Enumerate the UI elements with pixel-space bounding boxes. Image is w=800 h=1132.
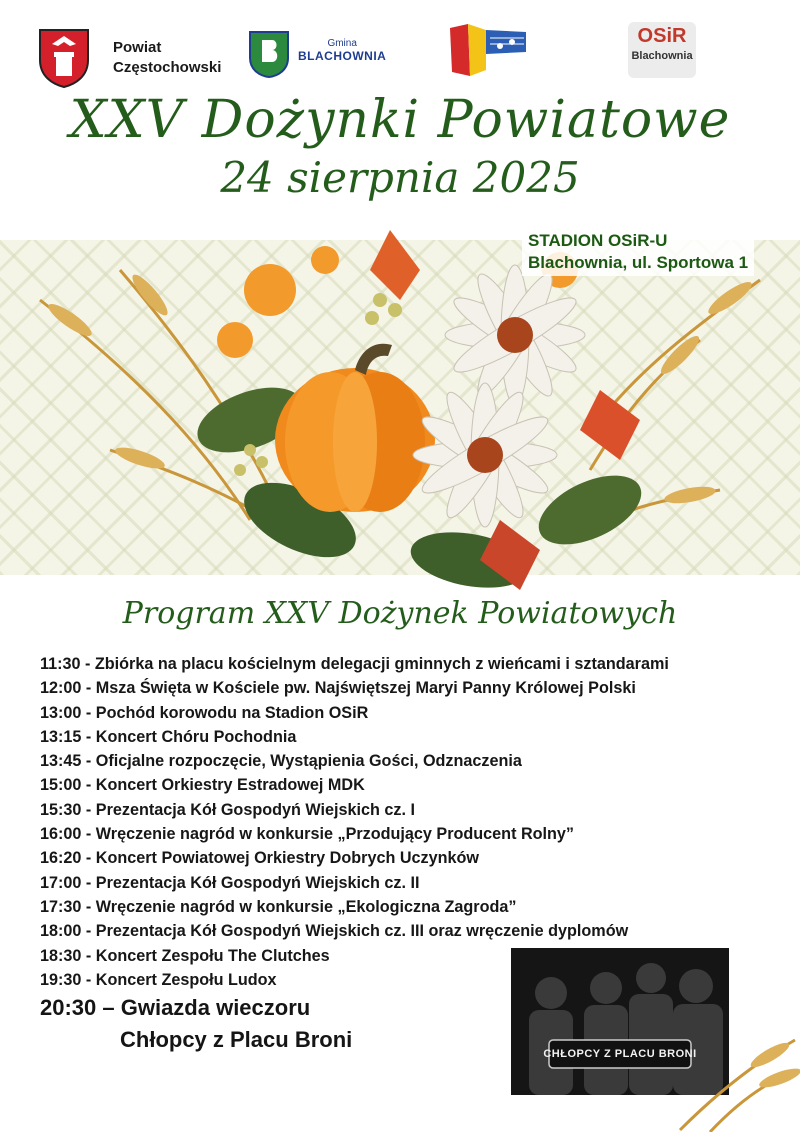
program-schedule bbox=[40, 652, 790, 992]
powiat-name-line2: Częstochowski bbox=[113, 59, 222, 76]
schedule-item: 13:00 - Pochód korowodu na Stadion OSiR bbox=[40, 703, 369, 722]
schedule-item: 13:45 - Oficjalne rozpoczęcie, Wystąpienia Gości, Odznaczenia bbox=[40, 752, 522, 771]
schedule-item: 12:00 - Msza Święta w Kościele pw. Najświętszej Maryi Panny Królowej Polski bbox=[40, 679, 636, 698]
logos-row bbox=[0, 0, 800, 95]
schedule-item: 18:30 - Koncert Zespołu The Clutches bbox=[40, 946, 330, 965]
schedule-item: 17:00 - Prezentacja Kół Gospodyń Wiejskich cz. II bbox=[40, 873, 420, 892]
program-title: Program XXV Dożynek Powiatowych bbox=[122, 596, 678, 631]
white-daisy-icon bbox=[413, 265, 585, 527]
powiat-crest-logo bbox=[36, 26, 92, 88]
wheat-corner-decoration-icon bbox=[660, 1000, 800, 1132]
schedule-item: 19:30 - Koncert Zespołu Ludox bbox=[40, 970, 277, 989]
schedule-item: 17:30 - Wręczenie nagród w konkursie „Ekologiczna Zagroda” bbox=[40, 897, 517, 916]
schedule-item: 16:00 - Wręczenie nagród w konkursie „Przodujący Producent Rolny” bbox=[40, 825, 575, 844]
headline-star-of-evening: 20:30 – Gwiazda wieczoru bbox=[40, 995, 311, 1020]
gmina-label: Gmina bbox=[327, 38, 357, 49]
gmina-name bbox=[298, 38, 386, 63]
powiat-name-line1: Powiat bbox=[113, 39, 162, 56]
venue-line2: Blachownia, ul. Sportowa 1 bbox=[528, 253, 749, 272]
schedule-item: 16:20 - Koncert Powiatowej Orkiestry Dobrych Uczynków bbox=[40, 849, 479, 868]
venue-line1: STADION OSiR-U bbox=[528, 231, 668, 250]
osir-logo-word: OSiR bbox=[637, 25, 687, 47]
event-date: 24 sierpnia 2025 bbox=[220, 153, 580, 202]
band-photo-caption: CHŁOPCY Z PLACU BRONI bbox=[543, 1048, 697, 1060]
schedule-item: 11:30 - Zbiórka na placu kościelnym delegacji gminnych z wieńcami i sztandarami bbox=[40, 655, 669, 673]
schedule-item: 15:30 - Prezentacja Kół Gospodyń Wiejskich cz. I bbox=[40, 800, 415, 819]
schedule-item: 15:00 - Koncert Orkiestry Estradowej MDK bbox=[40, 776, 365, 795]
event-title: XXV Dożynki Powiatowe bbox=[69, 90, 731, 150]
music-flag-logo bbox=[446, 22, 528, 78]
gmina-city-name: BLACHOWNIA bbox=[298, 49, 387, 63]
schedule-item: 13:15 - Koncert Chóru Pochodnia bbox=[40, 727, 297, 746]
schedule-item: 18:00 - Prezentacja Kół Gospodyń Wiejskich cz. III oraz wręczenie dyplomów bbox=[40, 922, 629, 941]
osir-logo bbox=[628, 22, 696, 78]
headline-band-name: Chłopcy z Placu Broni bbox=[120, 1027, 353, 1052]
gmina-blachownia-crest-logo bbox=[248, 30, 290, 78]
powiat-name bbox=[113, 38, 221, 78]
pumpkin-icon bbox=[275, 344, 435, 512]
osir-logo-city: Blachownia bbox=[631, 50, 693, 62]
venue-info bbox=[522, 228, 754, 276]
